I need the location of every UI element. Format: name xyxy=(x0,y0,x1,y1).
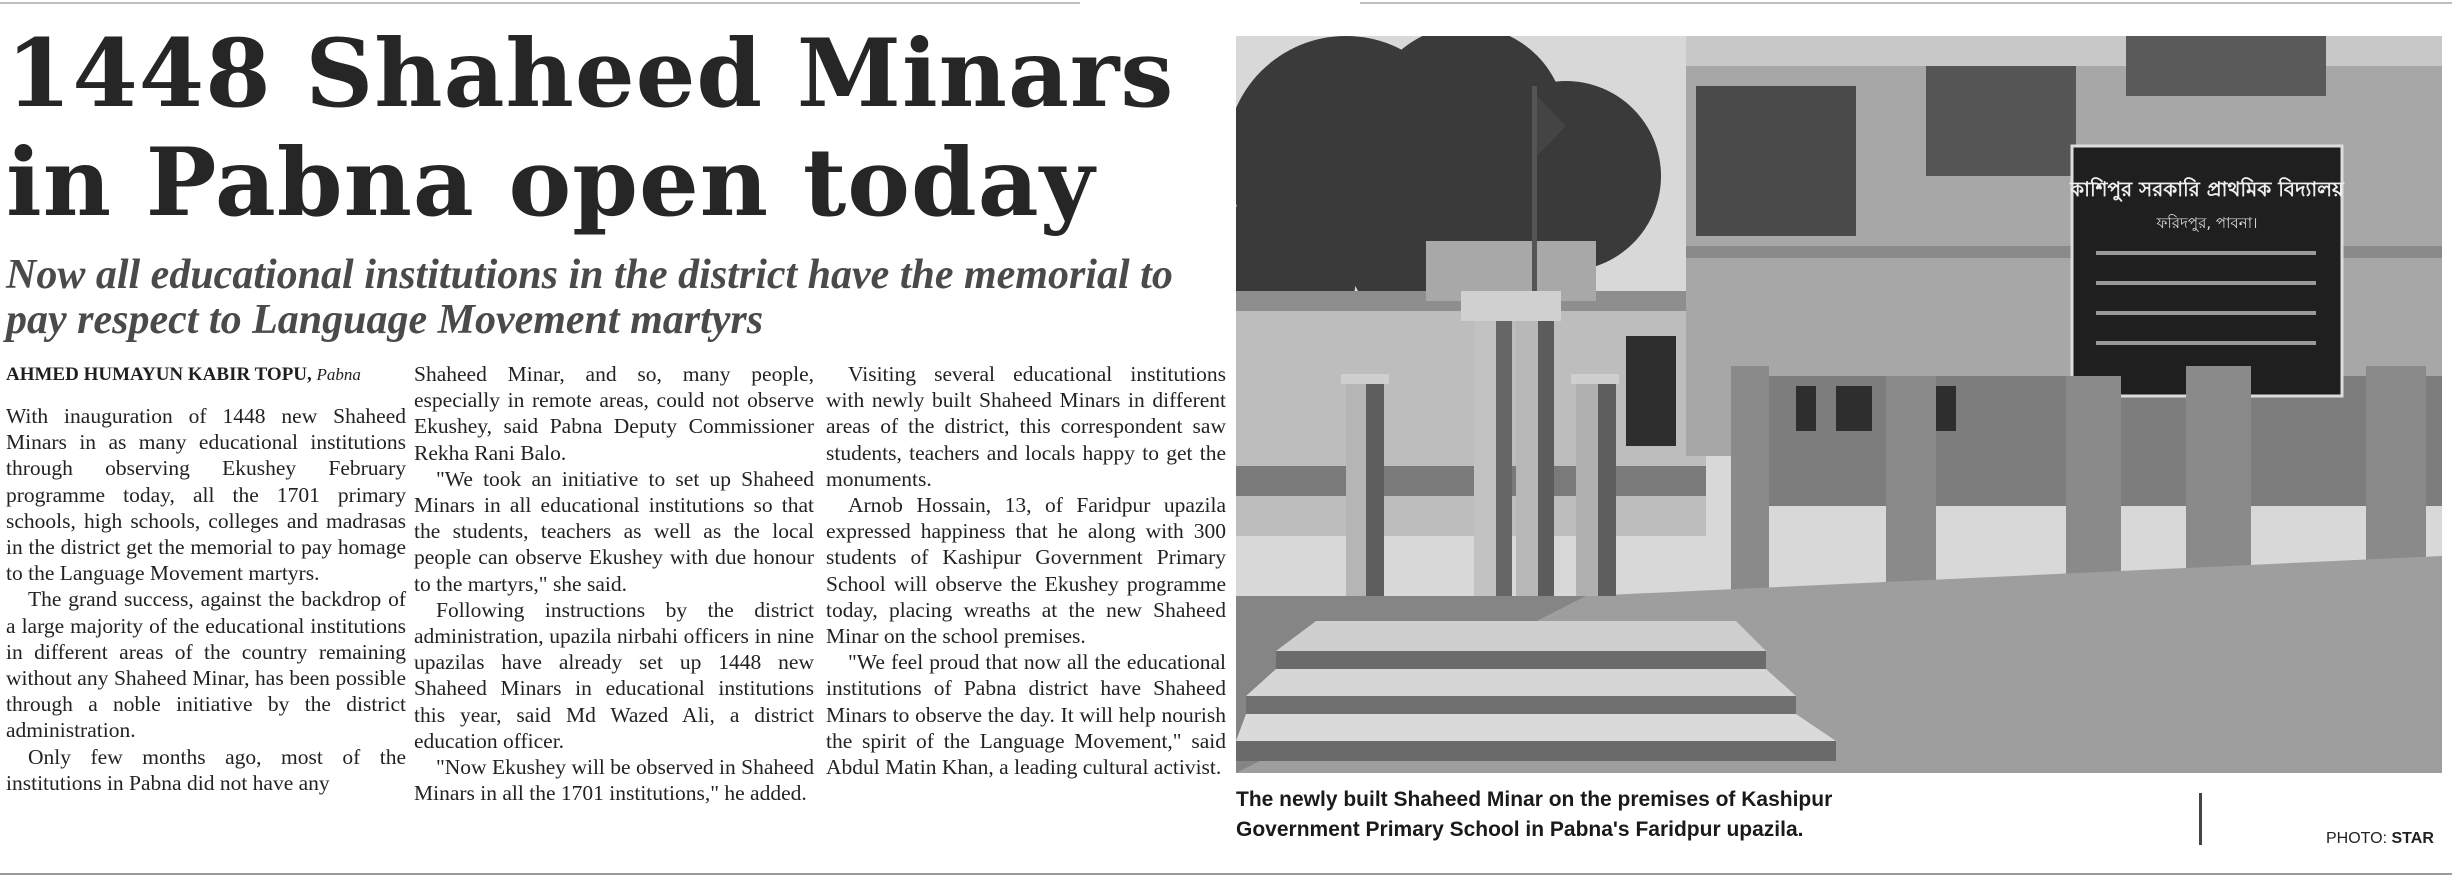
photo-credit-source: STAR xyxy=(2391,830,2434,847)
paragraph: Following instructions by the district administration, upazila nirbahi officers in nine upazilas have already set up 1448 new Shaheed Minars in educational institutions this year, said Md Wazed Ali, a district education officer. xyxy=(414,597,814,753)
byline-author: AHMED HUMAYUN KABIR TOPU, xyxy=(6,364,312,385)
photo-credit-prefix: PHOTO: xyxy=(2326,830,2388,847)
paragraph: "We took an initiative to set up Shaheed Minars in all educational institutions so that the students, teachers as well as the local people can observe Ekushey with due honour to the martyrs," she said. xyxy=(414,466,814,596)
top-rule-right xyxy=(1360,2,2452,4)
bottom-rule xyxy=(0,873,2452,875)
byline xyxy=(6,361,406,389)
photo-illustration xyxy=(1236,36,2442,773)
paragraph: Only few months ago, most of the institutions in Pabna did not have any xyxy=(6,744,406,795)
signboard xyxy=(2069,146,2345,396)
paragraph: "We feel proud that now all the educational institutions of Pabna district have Shaheed Minars to observe the day. It will help nourish the spirit of the Language Movement," said Abdul Matin Khan, a leading cultural activist. xyxy=(826,650,1226,780)
signboard-title: কাশিপুর সরকারি প্রাথমিক বিদ্যালয় xyxy=(2070,177,2344,201)
caption-divider xyxy=(2199,793,2202,845)
headline: 1448 Shaheed Minars in Pabna open today xyxy=(6,19,1175,238)
signboard-subtitle: ফরিদপুর, পাবনা। xyxy=(2156,214,2258,232)
paragraph: Shaheed Minar, and so, many people, especially in remote areas, could not observe Ekushey, said Pabna Deputy Commissioner Rekha Rani Balo. xyxy=(414,362,814,465)
paragraph: The grand success, against the backdrop of a large majority of the educational institutions in different areas of the country remaining without any Shaheed Minar, has been possible through a noble initiative by the district administration. xyxy=(6,587,406,743)
deck-subheadline: Now all educational institutions in the district have the memorial to pay respect to Language Movement martyrs xyxy=(6,252,1173,343)
article-column-2 xyxy=(414,361,814,806)
news-photo xyxy=(1236,36,2442,773)
paragraph: Arnob Hossain, 13, of Faridpur upazila expressed happiness that he along with 300 students of Kashipur Government Primary School will observe the Ekushey programme today, placing wreaths at the new Shaheed Minar on the school premises. xyxy=(826,493,1226,649)
article-column-1 xyxy=(6,403,406,796)
photo-caption: The newly built Shaheed Minar on the premises of Kashipur Government Primary School in Pabna's Faridpur upazila. xyxy=(1236,788,1833,841)
article-column-3 xyxy=(826,361,1226,780)
top-rule-left xyxy=(0,2,1080,4)
paragraph: Visiting several educational institutions with newly built Shaheed Minars in different areas of the district, this correspondent saw students, teachers and locals happy to get the monuments. xyxy=(826,362,1226,491)
paragraph: "Now Ekushey will be observed in Shaheed Minars in all the 1701 institutions," he added. xyxy=(414,755,814,806)
top-rule xyxy=(0,0,2452,6)
photo-credit xyxy=(2326,830,2434,848)
byline-location: Pabna xyxy=(316,365,361,384)
paragraph: With inauguration of 1448 new Shaheed Minars in as many educational institutions through observing Ekushey February programme today, all the 1701 primary schools, high schools, colleges and madrasas in the district get the memorial to pay homage to the Language Movement martyrs. xyxy=(6,404,406,586)
